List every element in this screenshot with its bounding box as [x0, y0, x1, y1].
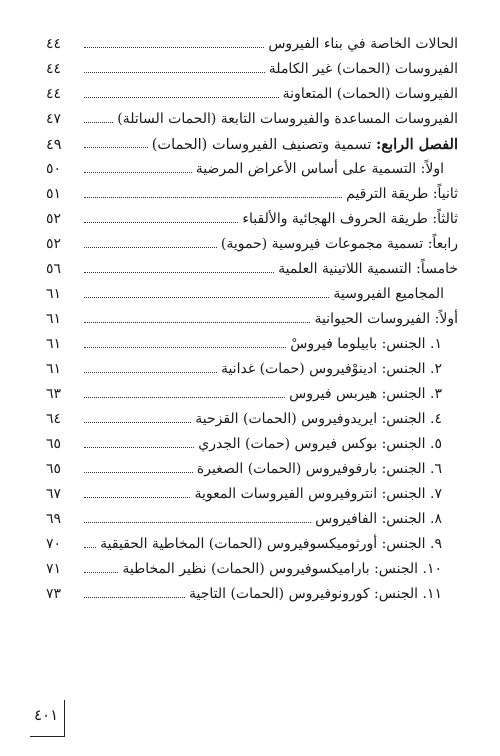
toc-entry-text: ٦. الجنس: بارفوفيروس (الحمات) الصغيرة	[196, 461, 442, 477]
toc-entry-page: ٤٤	[46, 86, 62, 102]
toc-entry-page: ٦٥	[46, 436, 62, 452]
dot-leader	[84, 597, 185, 598]
toc-entry-page: ٤٧	[46, 111, 62, 127]
toc-entry	[46, 457, 458, 482]
toc-entry-text: ثانياً: طريقة الترقيم	[346, 186, 458, 202]
toc-entry	[46, 207, 458, 232]
toc-entry-title	[315, 507, 458, 532]
toc-entry	[46, 82, 458, 107]
toc-entry-text: رابعاً: تسمية مجموعات فيروسية (حموية)	[220, 236, 458, 252]
toc-entry	[46, 507, 458, 532]
toc-entry-page: ٦٩	[46, 511, 62, 527]
toc-entry-page: ٧٣	[46, 586, 62, 602]
toc-entry	[46, 382, 458, 407]
dot-leader	[84, 147, 148, 148]
toc-entry-text: ٥. الجنس: بوكس فيروس (حمات) الجدري	[198, 436, 442, 452]
toc-entry-page: ٥٢	[46, 211, 62, 227]
dot-leader	[84, 222, 238, 223]
toc-entry-page: ٦٤	[46, 411, 62, 427]
toc-entry-text: الفيروسات (الحمات) غير الكاملة	[268, 61, 458, 77]
dot-leader	[84, 197, 342, 198]
toc-entry-title	[122, 557, 458, 582]
dot-leader	[84, 472, 193, 473]
toc-entry-title	[289, 382, 458, 407]
toc-entry-page: ٥٦	[46, 261, 62, 277]
toc-entry	[46, 232, 458, 257]
toc-entry	[46, 57, 458, 82]
page-number-box	[30, 700, 65, 737]
dot-leader	[84, 172, 192, 173]
toc-entry-text: ٧. الجنس: انتروفيروس الفيروسات المعوية	[194, 486, 442, 502]
toc-entry-page: ٤٤	[46, 61, 62, 77]
toc-entry-page: ٦٣	[46, 386, 62, 402]
toc-entry-text: خامساً: التسمية اللاتينية العلمية	[278, 261, 458, 277]
toc-entry	[46, 357, 458, 382]
toc-entry-title	[333, 282, 458, 307]
toc-entry-title	[283, 82, 458, 107]
toc-entry-title	[194, 482, 458, 507]
toc-entry-title	[197, 457, 458, 482]
toc-entry	[46, 107, 458, 132]
toc-entry-text: أولاً: الفيروسات الحيوانية	[314, 311, 458, 327]
toc-entry-title	[314, 307, 458, 332]
dot-leader	[84, 347, 286, 348]
toc-entry-title	[198, 432, 458, 457]
toc-entry	[46, 332, 458, 357]
toc-entry-text: الفيروسات (الحمات) المتعاونة	[282, 86, 458, 102]
toc-entry-title	[117, 107, 458, 132]
dot-leader	[84, 272, 274, 273]
toc-entry-page: ٧٠	[46, 536, 62, 552]
toc-entry-page: ٤٩	[46, 137, 62, 153]
toc-entry-text: تسمية وتصنيف الفيروسات (الحمات)	[151, 137, 377, 153]
toc-entry-page: ٥٠	[46, 161, 62, 177]
dot-leader	[84, 422, 191, 423]
dot-leader	[84, 122, 113, 123]
toc-entry-title	[152, 132, 458, 158]
toc-entry	[46, 32, 458, 57]
toc-entry-text: الحالات الخاصة في بناء الفيروس	[268, 36, 458, 52]
dot-leader	[84, 547, 96, 548]
toc-entry	[46, 582, 458, 607]
toc-entry-page: ٤٤	[46, 36, 62, 52]
dot-leader	[84, 397, 285, 398]
toc-entry-text: ١. الجنس: بابيلوما فيروسْ	[290, 336, 442, 352]
dot-leader	[84, 372, 217, 373]
toc-entry-page: ٥١	[46, 186, 62, 202]
toc-entry-text: ٣. الجنس: هيربس فيروس	[289, 386, 442, 402]
chapter-label: الفصل الرابع:	[376, 136, 458, 153]
toc-entry-title	[290, 332, 458, 357]
toc-entry	[46, 407, 458, 432]
toc-entry	[46, 307, 458, 332]
toc-entry-text: ٩. الجنس: أورثوميكسوفيروس (الحمات) المخاطية الحقيقية	[100, 536, 442, 552]
toc-entry-page: ٦١	[46, 286, 62, 302]
dot-leader	[84, 297, 329, 298]
dot-leader	[84, 322, 310, 323]
toc-entry-title	[268, 32, 458, 57]
toc-entry-title	[100, 532, 458, 557]
toc-entry	[46, 182, 458, 207]
page-number: ٤٠١	[34, 706, 59, 724]
toc-entry-text: المجاميع الفيروسية	[333, 286, 444, 302]
toc-entry-text: ٢. الجنس: ادينوْفيروس (حمات) غدانية	[220, 361, 442, 377]
toc-entry-title	[278, 257, 458, 282]
dot-leader	[84, 72, 265, 73]
toc-entry-title	[346, 182, 458, 207]
table-of-contents	[46, 32, 458, 607]
toc-entry-text: ثالثاً: طريقة الحروف الهجائية والألقباء	[242, 211, 458, 227]
toc-entry-text: الفيروسات المساعدة والفيروسات التابعة (الحمات الساتلة)	[117, 111, 458, 127]
toc-entry-text: اولاً: التسمية على أساس الأعراض المرضية	[195, 161, 444, 177]
dot-leader	[84, 97, 279, 98]
toc-entry	[46, 157, 458, 182]
toc-entry-title	[269, 57, 458, 82]
toc-entry-page: ٥٢	[46, 236, 62, 252]
toc-entry-page: ٦٥	[46, 461, 62, 477]
toc-entry	[46, 482, 458, 507]
toc-entry-text: ٤. الجنس: ايريدوفيروس (الحمات) القزحية	[195, 411, 442, 427]
toc-entry-text: ٨. الجنس: الفافيروس	[315, 511, 442, 527]
toc-entry-page: ٦١	[46, 336, 62, 352]
toc-entry-title	[196, 157, 458, 182]
toc-entry	[46, 432, 458, 457]
toc-entry-text: ١٠. الجنس: باراميكسوفيروس (الحمات) نظير المخاطية	[122, 561, 442, 577]
toc-entry-title	[221, 357, 458, 382]
dot-leader	[84, 497, 190, 498]
toc-entry-page: ٦١	[46, 311, 62, 327]
dot-leader	[84, 247, 217, 248]
toc-entry	[46, 257, 458, 282]
toc-entry-title	[195, 407, 458, 432]
dot-leader	[84, 447, 194, 448]
dot-leader	[84, 522, 311, 523]
toc-entry	[46, 532, 458, 557]
toc-entry-page: ٦١	[46, 361, 62, 377]
toc-entry-title	[242, 207, 458, 232]
toc-entry	[46, 282, 458, 307]
toc-entry-text: ١١. الجنس: كورونوفيروس (الحمات) التاجية	[188, 586, 442, 602]
toc-entry	[46, 132, 458, 157]
toc-entry-page: ٧١	[46, 561, 62, 577]
dot-leader	[84, 572, 118, 573]
dot-leader	[84, 47, 264, 48]
toc-entry	[46, 557, 458, 582]
toc-entry-title	[221, 232, 458, 257]
toc-entry-title	[189, 582, 458, 607]
toc-entry-page: ٦٧	[46, 486, 62, 502]
